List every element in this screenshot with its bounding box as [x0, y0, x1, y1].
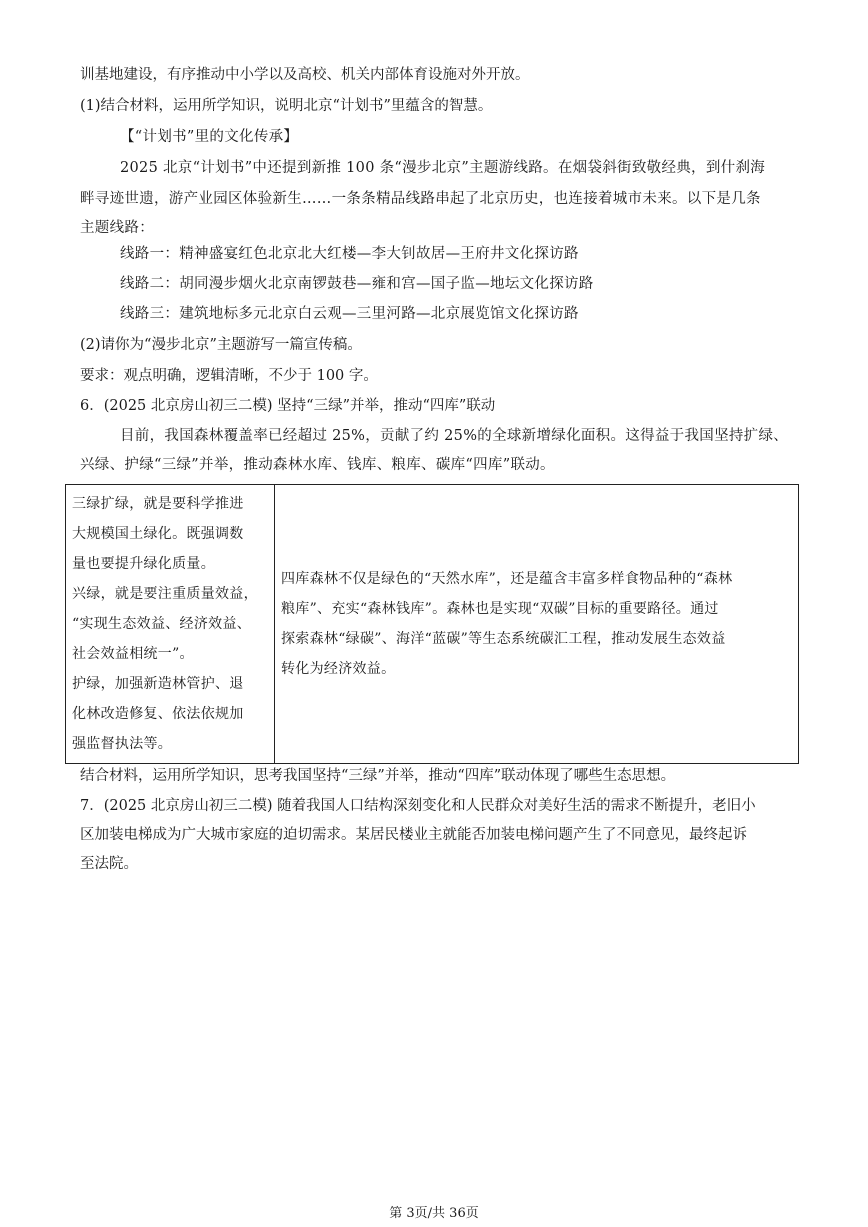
table-text-line: 兴绿，就是要注重质量效益， — [72, 586, 258, 602]
question-7-title: 7．(2025 北京房山初三二模) 随着我国人口结构深刻变化和人民群众对美好生活的需求不断提升，老旧小 — [80, 798, 756, 814]
material-text-line: 目前，我国森林覆盖率已经超过 25%，贡献了约 25%的全球新增绿化面积。这得益于我国坚持扩绿、 — [120, 428, 789, 444]
material-text-line: 兴绿、护绿“三绿”并举，推动森林水库、钱库、粮库、碳库“四库”联动。 — [80, 457, 555, 473]
material-text-line: 畔寻迹世遗，游产业园区体验新生……一条条精品线路串起了北京历史，也连接着城市未来。以下是几条 — [80, 191, 761, 207]
table-text-line: 探索森林“绿碳”、海洋“蓝碳”等生态系统碳汇工程，推动发展生态效益 — [281, 631, 726, 647]
table-text-line: 四库森林不仅是绿色的“天然水库”，还是蕴含丰富多样食物品种的“森林 — [281, 571, 733, 587]
question-7-text: 区加装电梯成为广大城市家庭的迫切需求。某居民楼业主就能否加装电梯问题产生了不同意见，最终起诉 — [80, 827, 747, 843]
body-text-line: 训基地建设，有序推动中小学以及高校、机关内部体育设施对外开放。 — [80, 67, 530, 83]
route-line-2: 线路二：胡同漫步烟火北京南锣鼓巷—雍和宫—国子监—地坛文化探访路 — [120, 276, 594, 292]
table-text-line: 护绿，加强新造林管护、退 — [72, 676, 244, 692]
route-line-3: 线路三：建筑地标多元北京白云观—三里河路—北京展览馆文化探访路 — [120, 306, 579, 322]
table-text-line: 转化为经济效益。 — [281, 661, 396, 677]
section-heading: 【“计划书”里的文化传承】 — [120, 129, 299, 145]
table-text-line: 化林改造修复、依法依规加 — [72, 706, 244, 722]
question-1: (1)结合材料，运用所学知识，说明北京“计划书”里蕴含的智慧。 — [80, 98, 493, 114]
page-number: 第 3页/共 36页 — [389, 1206, 479, 1221]
question-6-prompt: 结合材料，运用所学知识，思考我国坚持“三绿”并举，推动“四库”联动体现了哪些生态思想。 — [80, 768, 676, 784]
question-6-title: 6．(2025 北京房山初三二模) 坚持“三绿”并举，推动“四库”联动 — [80, 398, 496, 414]
material-table — [65, 484, 799, 764]
table-text-line: 三绿扩绿，就是要科学推进 — [72, 496, 244, 512]
material-text-line: 2025 北京“计划书”中还提到新推 100 条“漫步北京”主题游线路。在烟袋斜街致敬经典，到什刹海 — [120, 160, 766, 176]
table-text-line: 量也要提升绿化质量。 — [72, 556, 215, 572]
route-line-1: 线路一：精神盛宴红色北京北大红楼—李大钊故居—王府井文化探访路 — [120, 246, 579, 262]
table-text-line: 粮库”、充实“森林钱库”。森林也是实现“双碳”目标的重要路径。通过 — [281, 601, 719, 617]
table-text-line: “实现生态效益、经济效益、 — [72, 616, 252, 632]
table-text-line: 强监督执法等。 — [72, 736, 173, 752]
table-text-line: 社会效益相统一”。 — [72, 646, 194, 662]
question-2: (2)请你为“漫步北京”主题游写一篇宣传稿。 — [80, 337, 362, 353]
material-text-line: 主题线路： — [80, 220, 154, 236]
question-7-text: 至法院。 — [80, 856, 138, 872]
table-cell-four-banks — [275, 485, 799, 764]
table-cell-three-green — [66, 485, 275, 764]
table-text-line: 大规模国土绿化。既强调数 — [72, 526, 244, 542]
requirement-text: 要求：观点明确，逻辑清晰，不少于 100 字。 — [80, 368, 378, 384]
